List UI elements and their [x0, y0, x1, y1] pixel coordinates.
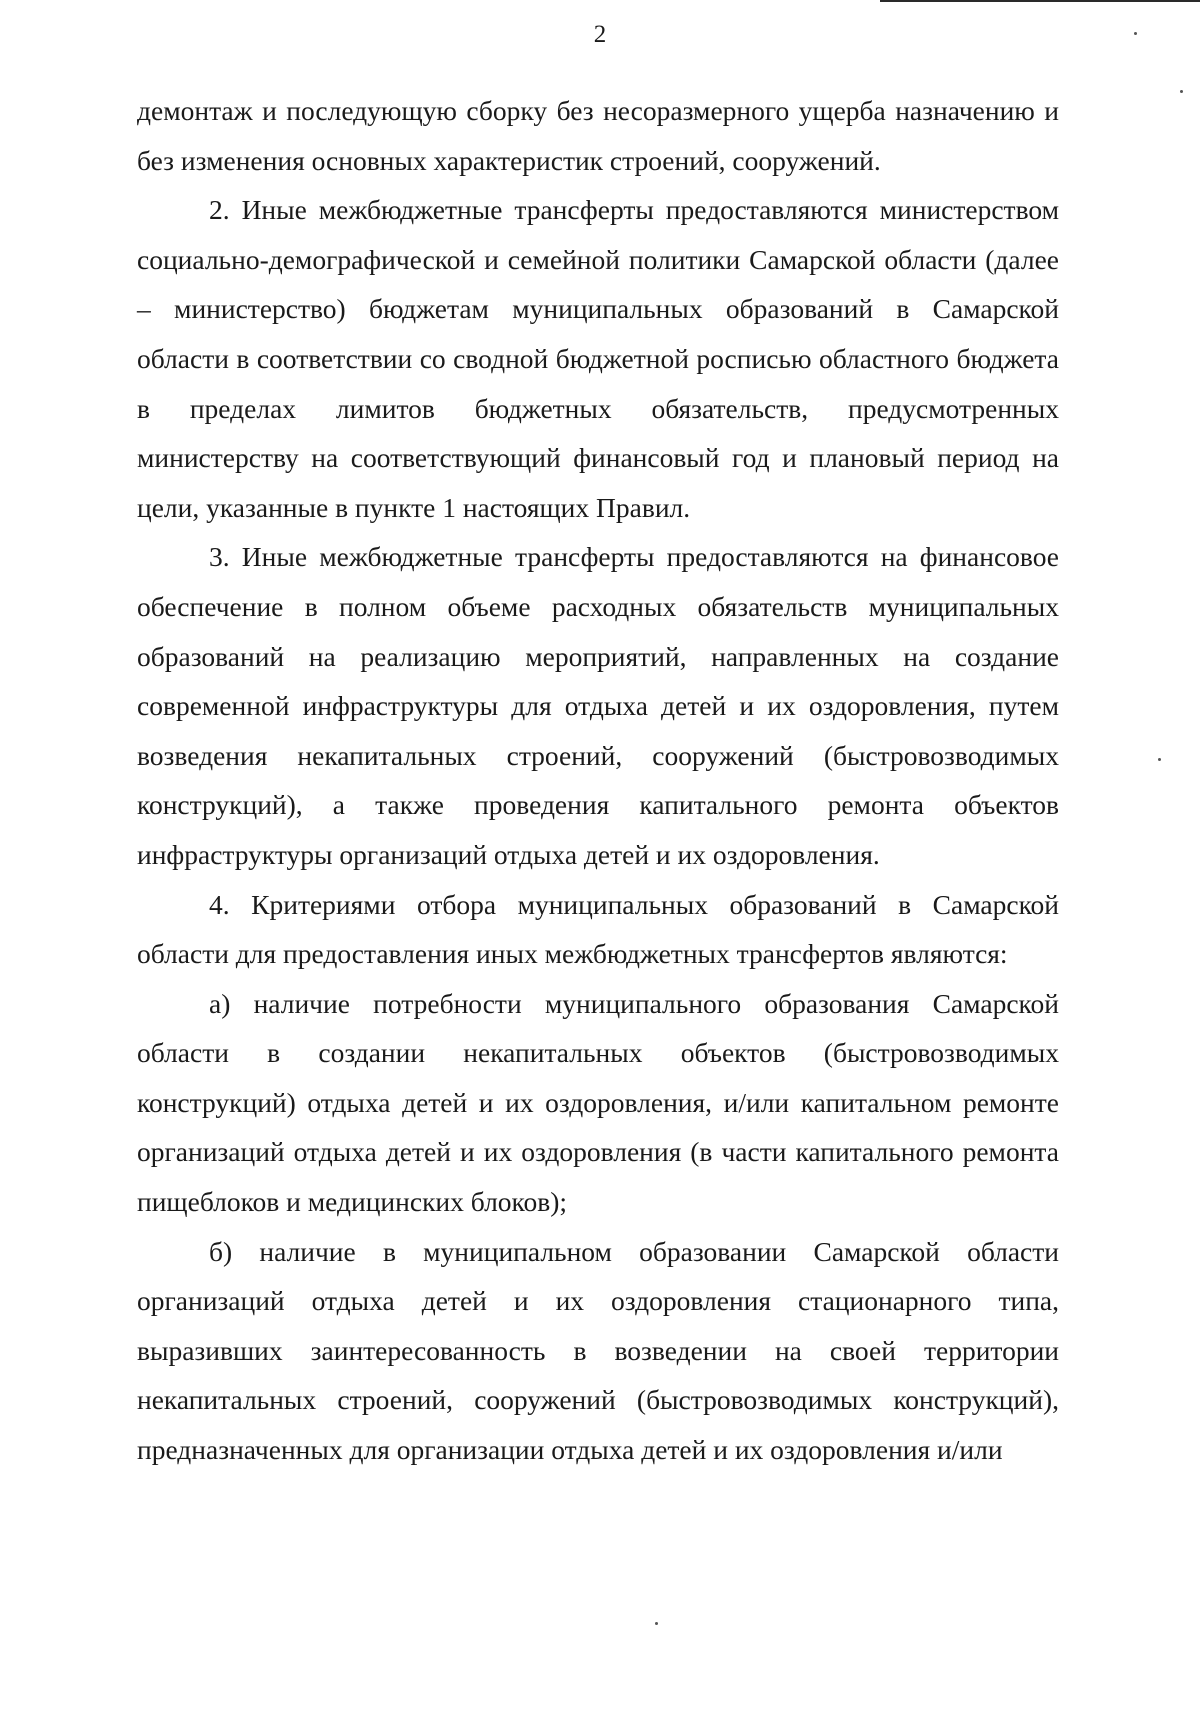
paragraph-4b: б) наличие в муниципальном образовании Самарской области организаций отдыха детей и их оздоровления стационарного типа, выразивших заинтересованность в возведении на своей территории некапитальных строений, сооружений (быстровозводимых конструкций), предназначенных для организации отдыха детей и их оздоровления и/или: [137, 1235, 1059, 1466]
scan-speck: [1158, 758, 1161, 761]
paragraph-4a: а) наличие потребности муниципального образования Самарской области в создании некапитальных объектов (быстровозводимых конструкций) отдыха детей и их оздоровления, и/или капитальном ремонте организаций отдыха детей и их оздоровления (в части капитального ремонта пищеблоков и медицинских блоков);: [137, 987, 1059, 1218]
scan-speck: [1180, 90, 1183, 93]
scan-speck: [1134, 32, 1137, 35]
page-number: 2: [593, 21, 607, 48]
paragraph-4: 4. Критериями отбора муниципальных образований в Самарской области для предоставления иных межбюджетных трансфертов являются:: [137, 888, 1059, 970]
scan-edge-line: [880, 0, 1200, 2]
paragraph-3: 3. Иные межбюджетные трансферты предоставляются на финансовое обеспечение в полном объеме расходных обязательств муниципальных образований на реализацию мероприятий, направленных на создание современной инфраструктуры для отдыха детей и их оздоровления, путем возведения некапитальных строений, сооружений (быстровозводимых конструкций), а также проведения капитального ремонта объектов инфраструктуры организаций отдыха детей и их оздоровления.: [137, 541, 1059, 870]
paragraph-continuation: демонтаж и последующую сборку без несоразмерного ущерба назначению и без изменения основных характеристик строений, сооружений.: [137, 95, 1059, 176]
paragraph-2: 2. Иные межбюджетные трансферты предоставляются министерством социально-демографической и семейной политики Самарской области (далее – министерство) бюджетам муниципальных образований в Самарской области в соответствии со сводной бюджетной росписью областного бюджета в пределах лимитов бюджетных обязательств, предусмотренных министерству на соответствующий финансовый год и плановый период на цели, указанные в пункте 1 настоящих Правил.: [137, 194, 1059, 523]
scan-speck: [655, 1622, 658, 1625]
document-body: [137, 86, 1059, 1475]
